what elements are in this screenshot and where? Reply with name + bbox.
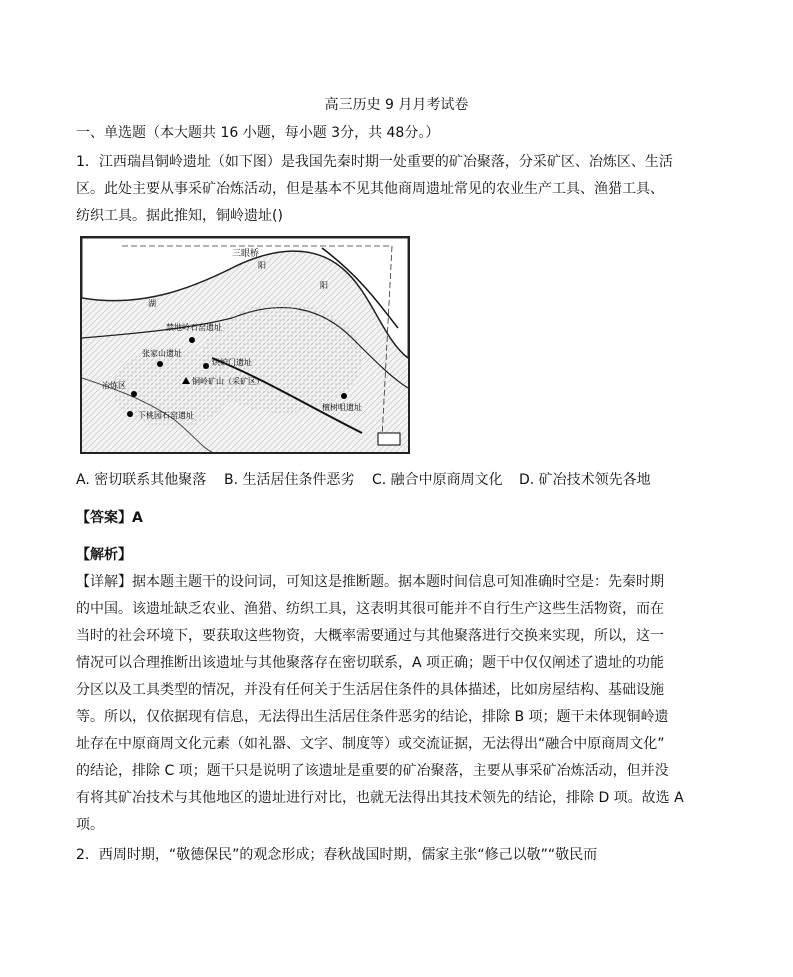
map-illustration — [82, 238, 408, 452]
option-c[interactable]: C. 融合中原商周文化 — [372, 472, 503, 488]
tongling-site-map — [80, 236, 410, 454]
analysis-line-8: 的结论，排除 C 项；题干只是说明了该遗址是重要的矿冶聚落，主要从事采矿冶炼活动，但并没 — [76, 763, 669, 779]
map-label-smelting: 冶炼区 — [102, 381, 126, 390]
answer-line — [76, 509, 716, 527]
answer-value: A — [132, 510, 143, 526]
analysis-line-6: 等。所以，仅依据现有信息，无法得出生活居住条件恶劣的结论，排除 B 项；题干未体现铜岭遗 — [76, 709, 669, 725]
map-label-yang-2: 阳 — [320, 281, 328, 290]
map-label-yang-1: 阳 — [258, 261, 266, 270]
analysis-line-1: 【详解】据本题主题干的设问词，可知这是推断题。据本题时间信息可知准确时空是：先秦时期 — [76, 574, 664, 590]
analysis-line-9: 有将其矿冶技术与其他地区的遗址进行对比，也就无法得出其技术领先的结论，排除 D 项。故选 A — [76, 790, 684, 806]
analysis-line-7: 址存在中原商周文化元素（如礼器、文字、制度等）或交流证据，无法得出“融合中原商周文化” — [76, 736, 665, 752]
question1-line-3: 纺织工具。据此推知，铜岭遗址() — [76, 208, 283, 224]
map-label-sanyanqiao: 三眼桥 — [232, 249, 260, 259]
question1-options — [76, 471, 716, 491]
option-b[interactable]: B. 生活居住条件恶劣 — [224, 472, 355, 488]
map-label-jindiling: 禁地岭石窑遗址 — [166, 323, 222, 332]
question2-line-1: 2．西周时期，“敬德保民”的观念形成；春秋战国时期，儒家主张“修己以敬”“敬民而 — [76, 847, 598, 863]
analysis-line-2: 的中国。该遗址缺乏农业、渔猎、纺织工具，这表明其很可能并不自行生产这些生活物资，而在 — [76, 601, 664, 617]
analysis-line-5: 分区以及工具类型的情况，并没有任何关于生活居住条件的具体描述，比如房屋结构、基础设施 — [76, 682, 664, 698]
map-label-tongling-mine: 铜岭矿山（采矿区） — [192, 377, 264, 386]
section-heading: 一、单选题（本大题共 16 小题，每小题 3分，共 48分。） — [76, 125, 440, 141]
analysis-line-3: 当时的社会环境下，要获取这些物资，大概率需要通过与其他聚落进行交换来实现，所以，这一 — [76, 628, 664, 644]
question1-line-2: 区。此处主要从事采矿冶炼活动，但是基本不见其他商周遗址常见的农业生产工具、渔猎工具、 — [76, 181, 664, 197]
answer-label: 【答案】 — [76, 510, 132, 526]
map-label-hu: 湖 — [148, 299, 156, 308]
analysis-label: 【解析】 — [76, 547, 132, 563]
map-label-zhangjiashan: 张家山遗址 — [142, 349, 182, 358]
map-label-tanshuzui: 檀树咀遗址 — [322, 403, 362, 412]
analysis-line-4: 情况可以合理推断出该遗址与其他聚落存在密切联系，A 项正确；题干中仅仅阐述了遗址的功能 — [76, 655, 665, 671]
analysis-line-10: 项。 — [76, 817, 104, 833]
exam-title: 高三历史 9 月月考试卷 — [324, 97, 469, 113]
map-label-honglumen: 烘炉门遗址 — [212, 358, 252, 367]
map-label-xiataoyuan: 下桃园石窑遗址 — [138, 411, 194, 420]
option-a[interactable]: A. 密切联系其他聚落 — [76, 472, 207, 488]
option-d[interactable]: D. 矿冶技术领先各地 — [519, 472, 651, 488]
question1-line-1: 1．江西瑞昌铜岭遗址（如下图）是我国先秦时期一处重要的矿冶聚落，分采矿区、冶炼区、生活 — [76, 154, 673, 170]
